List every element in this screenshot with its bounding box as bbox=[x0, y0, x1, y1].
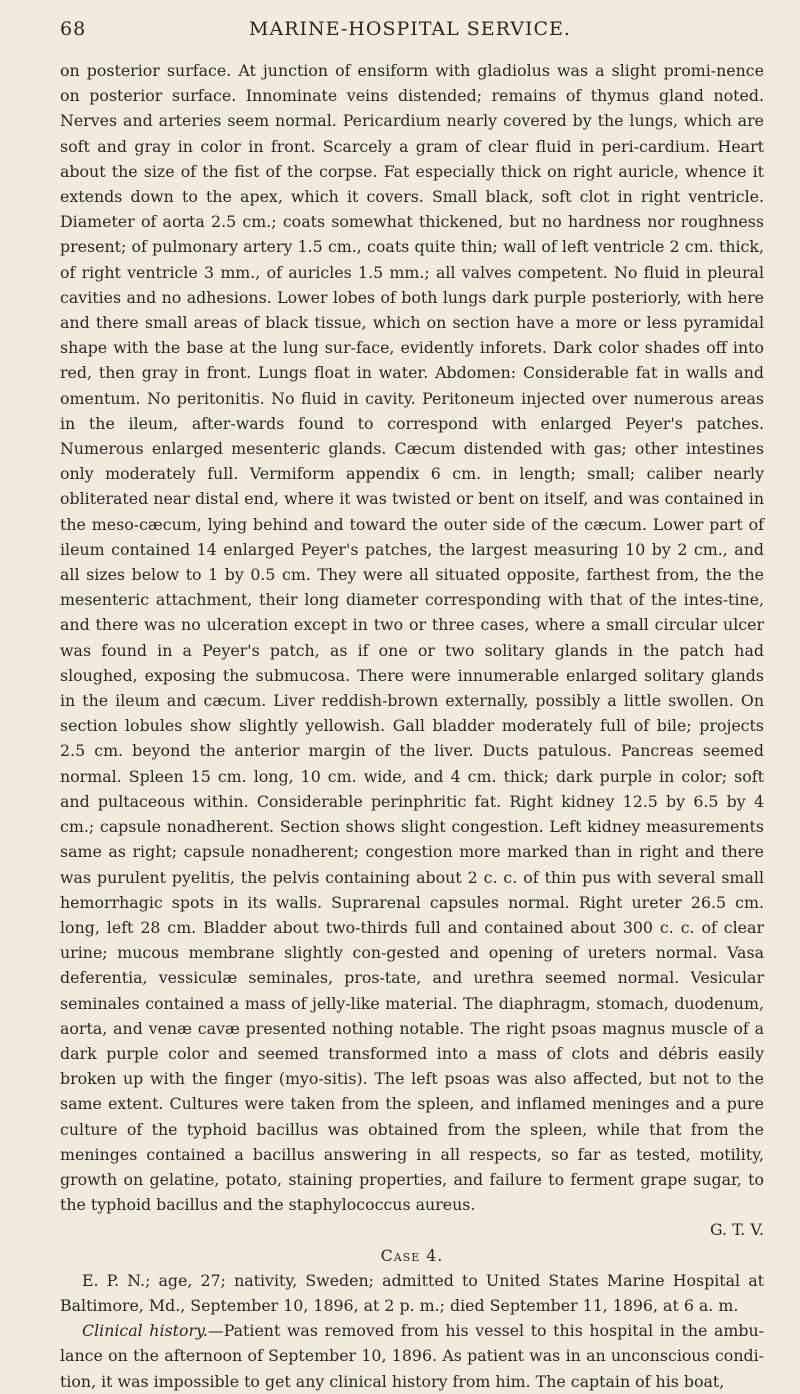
running-title: MARINE-HOSPITAL SERVICE. bbox=[249, 18, 571, 40]
page-header bbox=[60, 18, 760, 44]
case-intro-paragraph: E. P. N.; age, 27; nativity, Sweden; admitted to United States Marine Hospital at Baltimore, Md., September 10, 1896, at 2 p. m.; died September 11, 1896, at 6 a. m. bbox=[60, 1270, 764, 1315]
author-initials: G. T. V. bbox=[709, 1220, 764, 1240]
body-text bbox=[60, 58, 764, 1394]
clinical-history-label: Clinical history. bbox=[82, 1321, 208, 1341]
autopsy-paragraph: on posterior surface. At junction of ensiform with gladiolus was a slight promi-nence on posterior surface. Innominate veins distended; remains of thymus gland noted. Nerves and arteries seem normal. Pericardium nearly covered by the lungs, which are soft and gray in color in front. Scarcely a gram of clear fluid in peri-cardium. Heart about the size of the fist of the corpse. Fat especially thick on right auricle, whence it extends down to the apex, which it covers. Small black, soft clot in right ventricle. Diameter of aorta 2.5 cm.; coats somewhat thickened, but no hardness nor roughness present; of pulmonary artery 1.5 cm., coats quite thin; wall of left ventricle 2 cm. thick, of right ventricle 3 mm., of auricles 1.5 mm.; all valves competent. No fluid in pleural cavities and no adhesions. Lower lobes of both lungs dark purple posteriorly, with here and there small areas of black tissue, which on section have a more or less pyramidal shape with the base at the lung sur-face, evidently inforets. Dark color shades off into red, then gray in front. Lungs float in water. Abdomen: Considerable fat in walls and omentum. No peritonitis. No fluid in cavity. Peritoneum injected over numerous areas in the ileum, after-wards found to correspond with enlarged Peyer's patches. Numerous enlarged mesenteric glands. Cæcum distended with gas; other intestines only moderately full. Vermiform appendix 6 cm. in length; small; caliber nearly obliterated near distal end, where it was twisted or bent on itself, and was contained in the meso-cæcum, lying behind and toward the outer side of the cæcum. Lower part of ileum contained 14 enlarged Peyer's patches, the largest measuring 10 by 2 cm., and all sizes below to 1 by 0.5 cm. They were all situated opposite, farthest from, the the mesenteric attachment, their long diameter corresponding with that of the intes-tine, and there was no ulceration except in two or three cases, where a small circular ulcer was found in a Peyer's patch, as if one or two solitary glands in the patch had sloughed, exposing the submucosa. There were innumerable enlarged solitary glands in the ileum and cæcum. Liver reddish-brown externally, possibly a little swollen. On section lobules show slightly yellowish. Gall bladder moderately full of bile; projects 2.5 cm. beyond the anterior margin of the liver. Ducts patulous. Pancreas seemed normal. Spleen 15 cm. long, 10 cm. wide, and 4 cm. thick; dark purple in color; soft and pultaceous within. Considerable perinphritic fat. Right kidney 12.5 by 6.5 by 4 cm.; capsule nonadherent. Section shows slight congestion. Left kidney measurements same as right; capsule nonadherent; congestion more marked than in right and there was purulent pyelitis, the pelvis containing about 2 c. c. of thin pus with several small hemorrhagic spots in its walls. Suprarenal capsules normal. Right ureter 26.5 cm. long, left 28 cm. Bladder about two-thirds full and contained about 300 c. c. of clear urine; mucous membrane slightly con-gested and opening of ureters normal. Vasa deferentia, vessiculæ seminales, pros-tate, and urethra seemed normal. Vesicular seminales contained a mass of jelly-like material. The diaphragm, stomach, duodenum, aorta, and venæ cavæ presented nothing notable. The right psoas magnus muscle of a dark purple color and seemed transformed into a mass of clots and débris easily broken up with the finger (myo-sitis). The left psoas was also affected, but not to the same extent. Cultures were taken from the spleen, and inflamed meninges and a pure culture of the typhoid bacillus was obtained from the spleen, while that from the meninges contained a bacillus answering in all respects, so far as tested, motility, growth on gelatine, potato, staining properties, and failure to ferment grape sugar, to the typhoid bacillus and the staphylococcus aureus. bbox=[60, 61, 764, 1215]
clinical-history-paragraph bbox=[60, 1318, 764, 1394]
clinical-history-text: —Patient was removed from his vessel to this hospital in the ambu-lance on the afternoon of September 10, 1896. As patient was in an unconscious condi-tion, it was impossible to get any clinical history from him. The captain of his boat, bbox=[60, 1321, 764, 1391]
case-heading: Case 4. bbox=[380, 1245, 444, 1265]
page-number: 68 bbox=[60, 18, 87, 40]
